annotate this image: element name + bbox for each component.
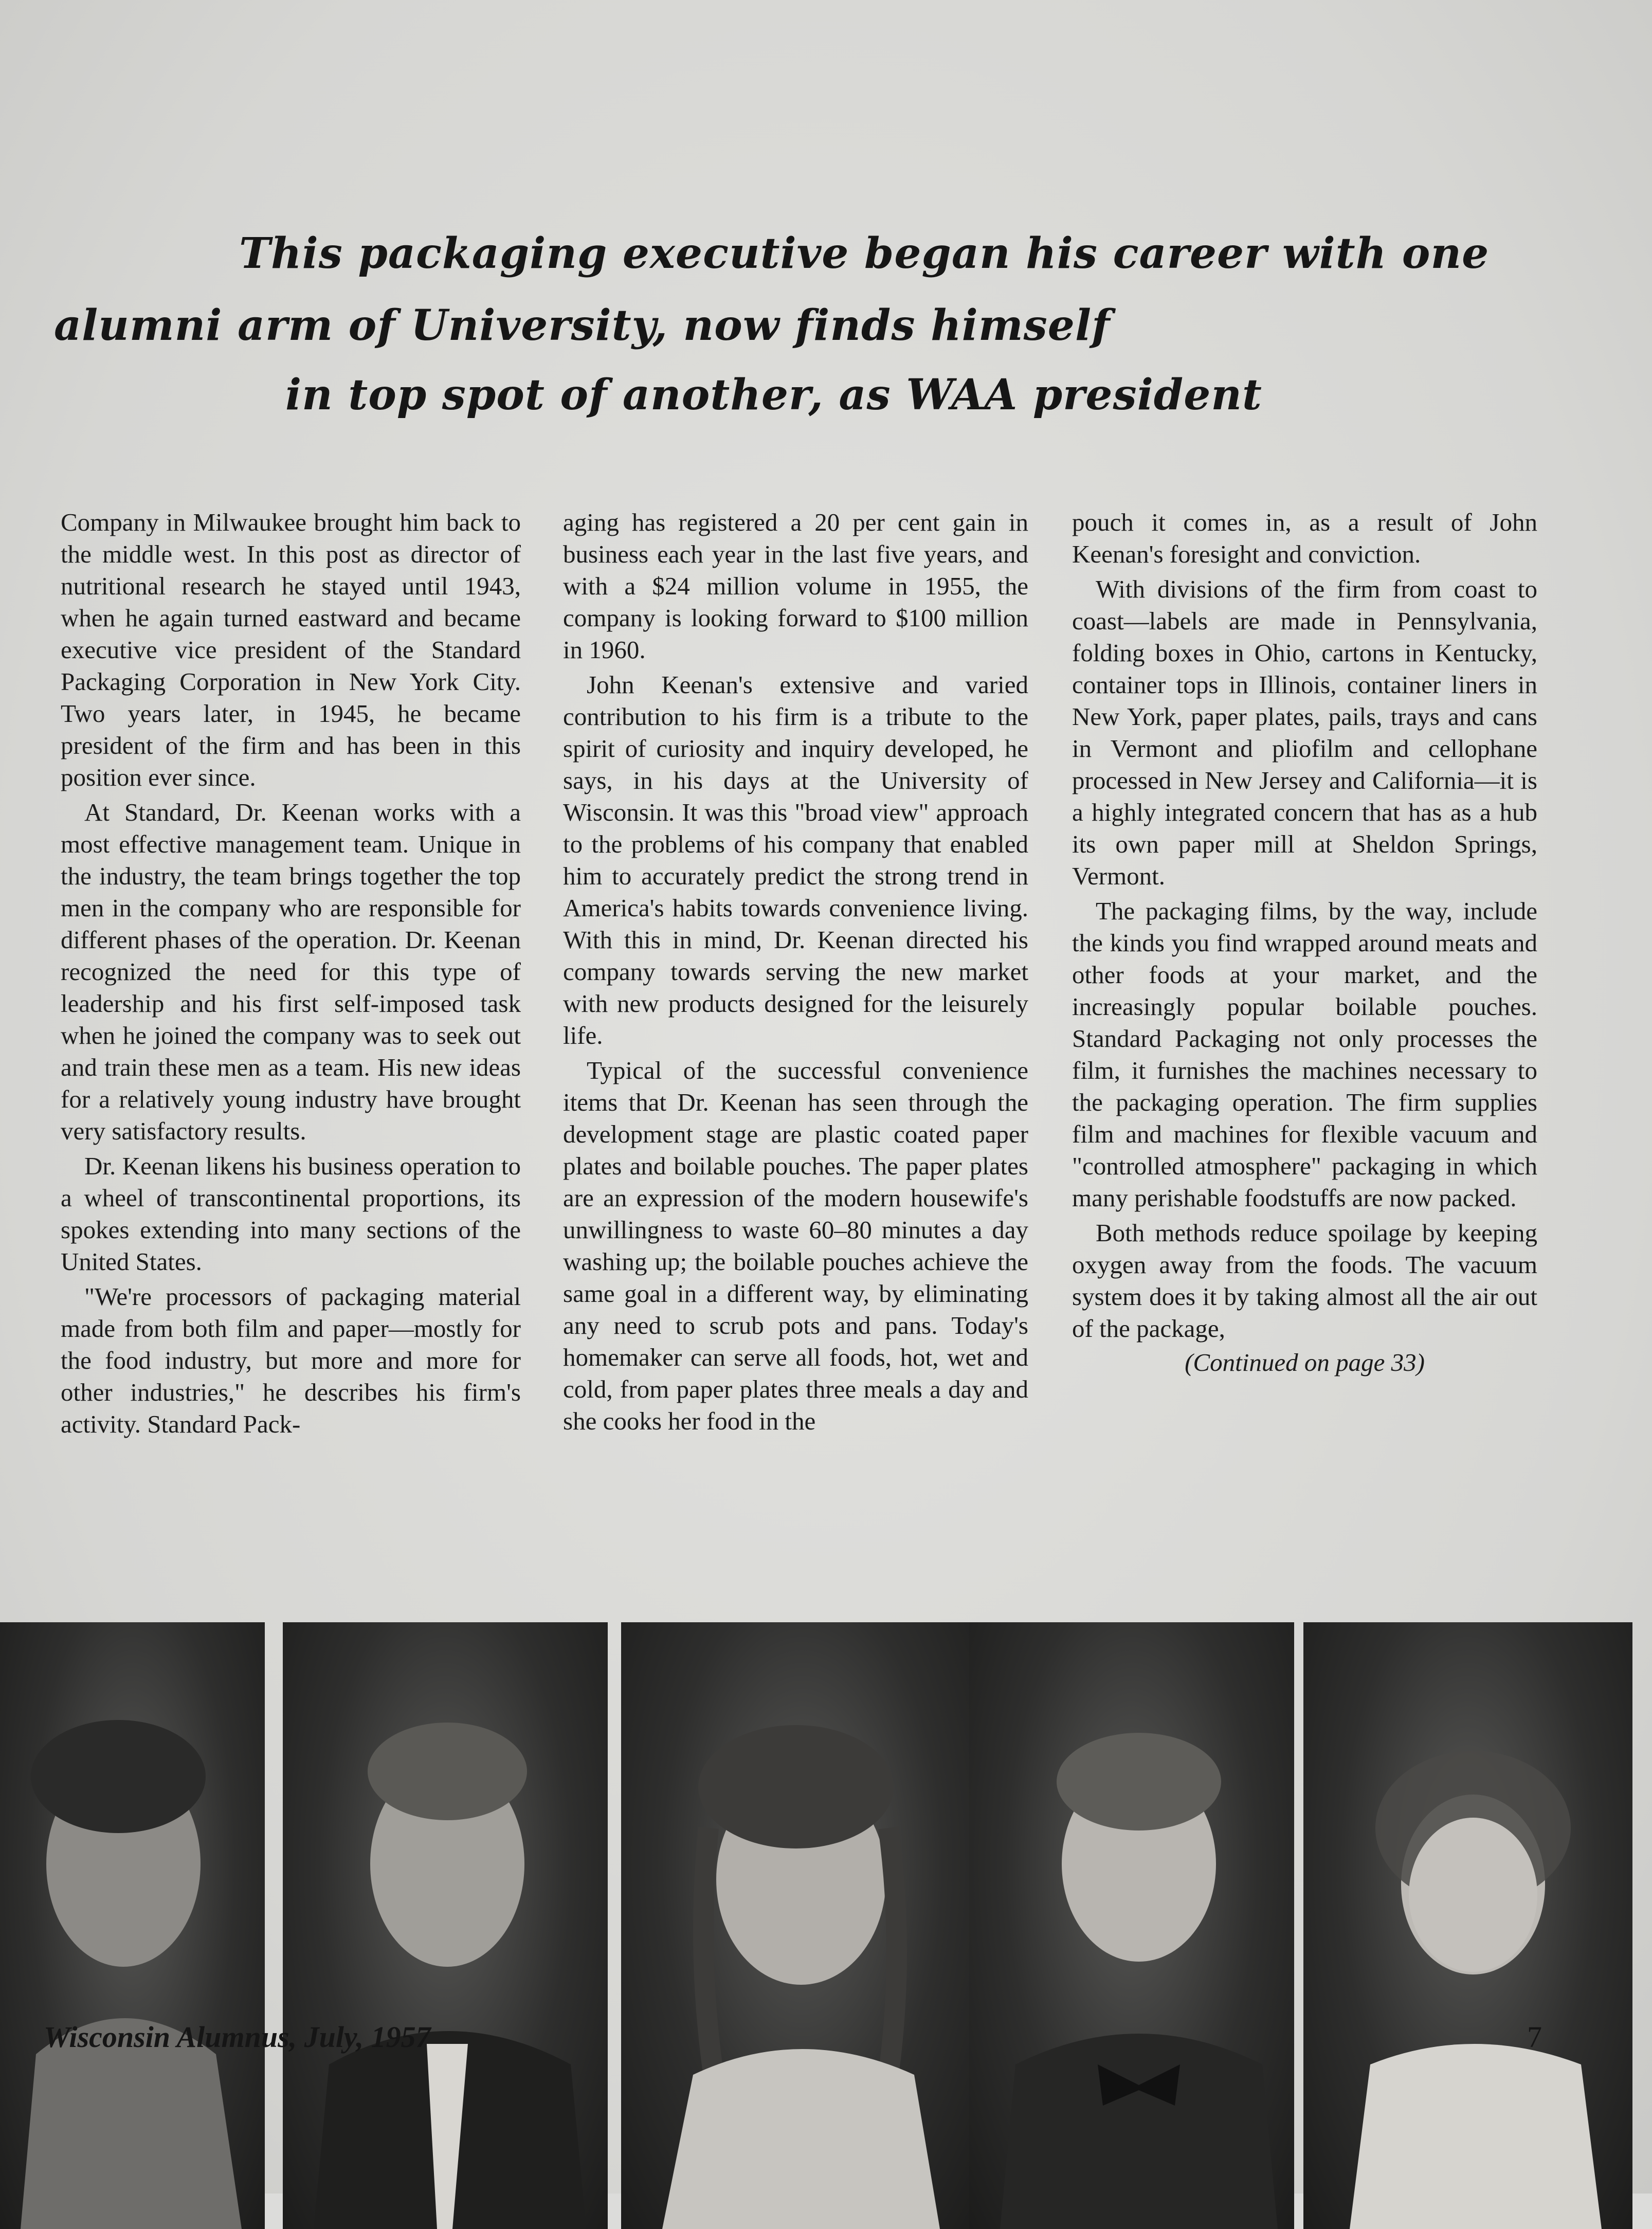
continued-note: (Continued on page 33) bbox=[1185, 1348, 1425, 1376]
portrait-photo-5 bbox=[1303, 1622, 1632, 2229]
portrait-photo-2 bbox=[283, 1622, 608, 2229]
paragraph: Typical of the successful convenience items that Dr. Keenan has seen through the development stage are plastic coated paper plates and boilable pouches. The paper plates are an expression of the modern housewife's unwillingness to waste 60–80 minutes a day washing up; the boilable pouches achieve the same goal in a different way, by eliminating any need to scrub pots and pans. Today's homemaker can serve all foods, hot, wet and cold, from paper plates three meals a day and she cooks her food in the bbox=[563, 1056, 1028, 1435]
paragraph: The packaging films, by the way, include the kinds you find wrapped around meats and other foods at your market, and the increasingly popular boilable pouches. Standard Packaging not only processes the film, it furnishes the machines necessary to the packaging operation. The firm supplies film and machines for flexible vacuum and "controlled atmosphere" packaging in which many perishable foodstuffs are now packed. bbox=[1072, 897, 1537, 1212]
portrait-silhouette bbox=[621, 1622, 984, 2229]
publication-footer: Wisconsin Alumnus, July, 1957 bbox=[44, 2020, 431, 2054]
portrait-photo-3 bbox=[621, 1622, 984, 2229]
headline-line-2: alumni arm of University, now finds himself bbox=[54, 301, 1111, 350]
article-column-3 bbox=[1072, 506, 1537, 1379]
paragraph: "We're processors of packaging material made from both film and paper—mostly for the food industry, but more and more for other industries," he describes his firm's activity. Standard Pack- bbox=[61, 1282, 521, 1438]
portrait-photo-1 bbox=[0, 1622, 265, 2229]
paragraph: Company in Milwaukee brought him back to the middle west. In this post as director of nutritional research he stayed until 1943, when he again turned eastward and became executive vice president of the Standard Packaging Corporation in New York City. Two years later, in 1945, he became president of the firm and has been in this position ever since. bbox=[61, 508, 521, 791]
paragraph: aging has registered a 20 per cent gain in business each year in the last five years, and with a $24 million volume in 1955, the company is looking forward to $100 million in 1960. bbox=[563, 508, 1028, 664]
portrait-photo-4 bbox=[969, 1622, 1294, 2229]
paragraph: Dr. Keenan likens his business operation to a wheel of transcontinental proportions, its spokes extending into many sections of the United States. bbox=[61, 1152, 521, 1276]
paragraph: pouch it comes in, as a result of John Keenan's foresight and conviction. bbox=[1072, 508, 1537, 568]
article-column-1 bbox=[61, 506, 521, 1440]
portrait-silhouette bbox=[1303, 1622, 1632, 2229]
page-number: 7 bbox=[1527, 2020, 1542, 2054]
paragraph: Both methods reduce spoilage by keeping oxygen away from the foods. The vacuum system does it by taking almost all the air out of the package, bbox=[1072, 1219, 1537, 1343]
paragraph: At Standard, Dr. Keenan works with a most effective management team. Unique in the industry, the team brings together the top men in the company who are responsible for different phases of the operation. Dr. Keenan recognized the need for this type of leadership and his first self-imposed task when he joined the company was to seek out and train these men as a team. His new ideas for a relatively young industry have brought very satisfactory results. bbox=[61, 798, 521, 1145]
headline-line-3: in top spot of another, as WAA president bbox=[285, 370, 1262, 420]
portrait-silhouette bbox=[283, 1622, 608, 2229]
portrait-silhouette bbox=[969, 1622, 1294, 2229]
article-column-2 bbox=[563, 506, 1028, 1437]
paragraph: John Keenan's extensive and varied contribution to his firm is a tribute to the spirit of curiosity and inquiry developed, he says, in his days at the University of Wisconsin. It was this "broad view" approach to the problems of his company that enabled him to accurately predict the strong trend in America's habits towards convenience living. With this in mind, Dr. Keenan directed his company towards serving the new market with new products designed for the leisurely life. bbox=[563, 670, 1028, 1049]
headline-line-1: This packaging executive began his career with one bbox=[239, 229, 1490, 278]
portrait-silhouette bbox=[0, 1622, 265, 2229]
paragraph: With divisions of the firm from coast to coast—labels are made in Pennsylvania, folding boxes in Ohio, cartons in Kentucky, container tops in Illinois, container liners in New York, paper plates, pails, trays and cans in Vermont and pliofilm and cellophane processed in New Jersey and California—it is a highly integrated concern that has as a hub its own paper mill at Sheldon Springs, Vermont. bbox=[1072, 575, 1537, 890]
